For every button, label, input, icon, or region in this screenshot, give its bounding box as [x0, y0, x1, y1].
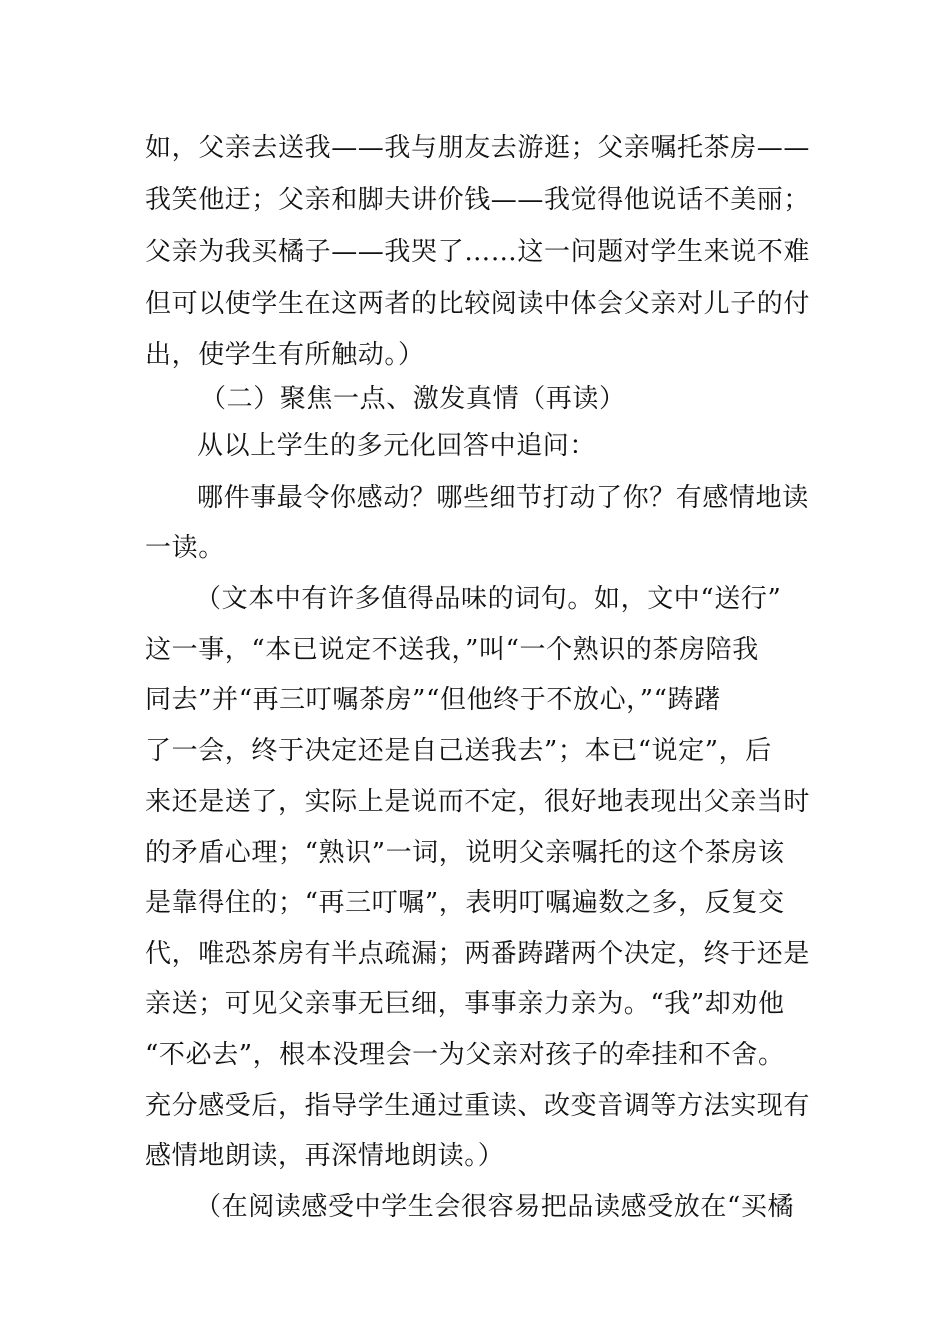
text-line: 哪件事最令你感动？哪些细节打动了你？有感情地读	[197, 483, 809, 513]
text-line: （在阅读感受中学生会很容易把品读感受放在“买橘	[195, 1192, 795, 1222]
text-line: 的矛盾心理；“熟识”一词，说明父亲嘱托的这个茶房该	[145, 838, 785, 868]
text-line: 同去”并“再三叮嘱茶房”“但他终于不放心，”“踌躇	[145, 685, 721, 715]
section-heading: （二）聚焦一点、激发真情（再读）	[200, 384, 626, 414]
text-line: 父亲为我买橘子——我哭了……这一问题对学生来说不难	[145, 237, 811, 267]
text-line: 这一事，“本已说定不送我，”叫“一个熟识的茶房陪我	[145, 635, 759, 665]
text-line: 但可以使学生在这两者的比较阅读中体会父亲对儿子的付	[145, 289, 811, 319]
text-line: 出，使学生有所触动。）	[145, 340, 425, 370]
text-line: 是靠得住的；“再三叮嘱”，表明叮嘱遍数之多，反复交	[145, 888, 785, 918]
text-line: 感情地朗读，再深情地朗读。）	[145, 1141, 505, 1171]
text-line: 充分感受后，指导学生通过重读、改变音调等方法实现有	[145, 1091, 811, 1121]
text-line: 如，父亲去送我——我与朋友去游逛；父亲嘱托茶房——	[145, 133, 811, 163]
text-line: 亲送；可见父亲事无巨细，事事亲力亲为。“我”却劝他	[145, 989, 785, 1019]
text-line: 一读。	[145, 533, 225, 563]
text-line: （文本中有许多值得品味的词句。如，文中“送行”	[195, 584, 782, 614]
text-line: 我笑他迂；父亲和脚夫讲价钱——我觉得他说话不美丽；	[145, 185, 811, 215]
text-line: 代，唯恐茶房有半点疏漏；两番踌躇两个决定，终于还是	[145, 939, 811, 969]
text-line: 从以上学生的多元化回答中追问：	[197, 431, 597, 461]
text-line: 了一会，终于决定还是自己送我去”；本已“说定”，后	[145, 736, 772, 766]
text-line: 来还是送了，实际上是说而不定，很好地表现出父亲当时	[145, 787, 811, 817]
text-line: “不必去”，根本没理会一为父亲对孩子的牵挂和不舍。	[145, 1040, 785, 1070]
